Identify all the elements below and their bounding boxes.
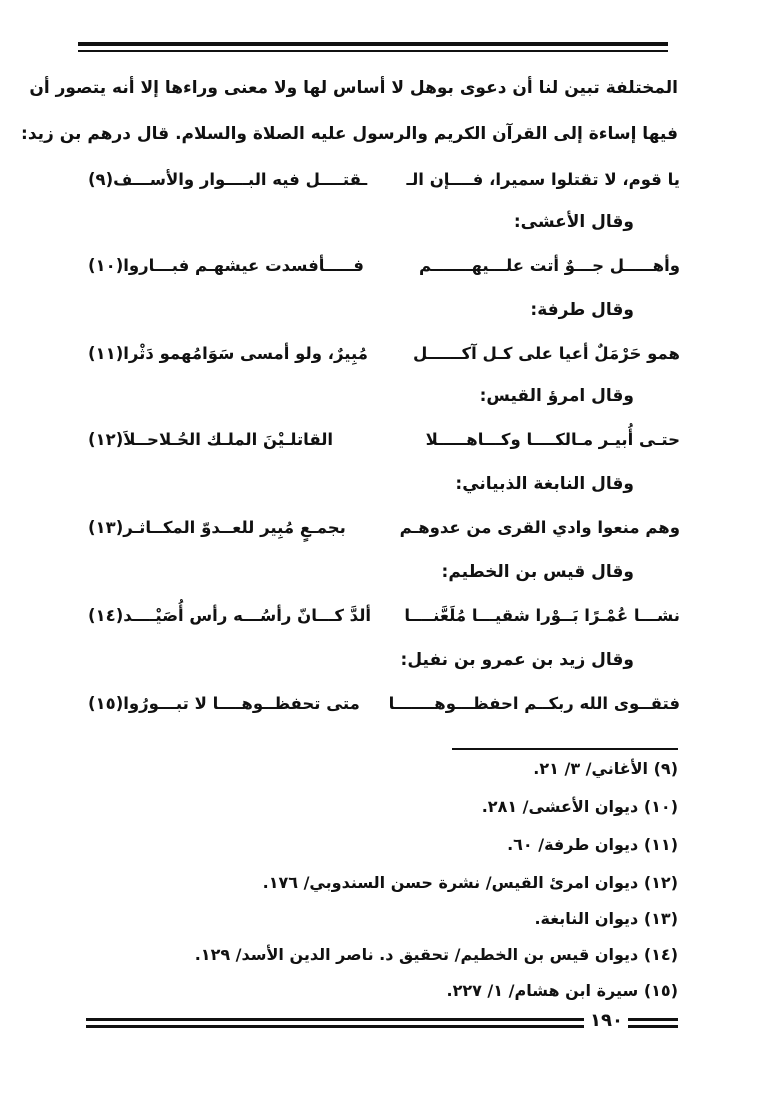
prose-line-2: فيها إساءة إلى القرآن الكريم والرسول عليه الصلاة والسلام. قال درهم بن زيد: xyxy=(21,124,678,144)
verse-hemistich-second: ألدَّ كـــانّ رأسُـــه رأس أُصَيْــــد(١٤) xyxy=(88,606,372,625)
verse-hemistich-first: نشـــا عُمْـرًا بَــوْرا شقيـــا مُلَعَّنــــا xyxy=(404,606,680,625)
verse-intro: وقال زيد بن عمرو بن نفيل: xyxy=(400,650,634,670)
verse-intro: وقال قيس بن الخطيم: xyxy=(441,562,634,582)
prose-line-1: المختلفة تبين لنا أن دعوى بوهل لا أساس لها ولا معنى وراءها إلا أنه يتصور أن xyxy=(29,78,678,98)
verse-hemistich-second: ـقتــــل فيه البــــوار والأســـف(٩) xyxy=(88,170,368,189)
footnote-10: (١٠) ديوان الأعشى/ ٢٨١. xyxy=(481,797,678,816)
verse-hemistich-first: فتقــوى الله ربكــم احفظـــوهـــــــا xyxy=(388,694,680,713)
verse-9 xyxy=(80,170,680,198)
verse-15 xyxy=(80,694,680,722)
footnote-14: (١٤) ديوان قيس بن الخطيم/ تحقيق د. ناصر الدين الأسد/ ١٢٩. xyxy=(194,945,678,964)
footnote-15: (١٥) سيرة ابن هشام/ ١/ ٢٢٧. xyxy=(446,981,678,1000)
verse-intro: وقال الأعشى: xyxy=(513,212,634,232)
verse-intro: وقال طرفة: xyxy=(530,300,634,320)
verse-hemistich-first: همو حَرْمَلٌ أعيا على كـل آكــــــل xyxy=(412,344,680,363)
verse-12 xyxy=(80,430,680,458)
verse-hemistich-first: يا قوم، لا تقتلوا سميرا، فــــإن الـ xyxy=(406,170,680,189)
verse-hemistich-second: القاتلـيْنَ الملـك الحُـلاحــلاَ(١٢) xyxy=(88,430,334,449)
footer-rule-right-2 xyxy=(628,1025,678,1028)
verse-hemistich-second: متى تحفظــوهــــا لا تبـــورُوا(١٥) xyxy=(88,694,360,713)
header-rule-thick xyxy=(78,42,668,46)
verse-intro: وقال امرؤ القيس: xyxy=(479,386,634,406)
footnote-separator xyxy=(452,748,678,750)
verse-hemistich-first: وهم منعوا وادي القرى من عدوهـم xyxy=(399,518,680,537)
verse-hemistich-second: فـــــأفسدت عيشهـم فبـــاروا(١٠) xyxy=(88,256,364,275)
verse-13 xyxy=(80,518,680,546)
footer-rule-left-2 xyxy=(86,1025,584,1028)
header-rule-thin xyxy=(78,50,668,52)
verse-hemistich-first: وأهـــــل جـــوٌ أتت علـــيهـــــــم xyxy=(419,256,680,275)
footnote-12: (١٢) ديوان امرئ القيس/ نشرة حسن السندوبي/ ١٧٦. xyxy=(262,873,678,892)
footnote-9: (٩) الأغاني/ ٣/ ٢١. xyxy=(533,759,678,778)
footer-rule-right-1 xyxy=(628,1018,678,1021)
footnote-11: (١١) ديوان طرفة/ ٦٠. xyxy=(507,835,678,854)
verse-intro: وقال النابغة الذبياني: xyxy=(455,474,634,494)
verse-hemistich-first: حتـى أُبيـر مـالكــــا وكـــاهـــــلا xyxy=(425,430,680,449)
verse-14 xyxy=(80,606,680,634)
footer-rule-left-1 xyxy=(86,1018,584,1021)
verse-11 xyxy=(80,344,680,372)
footnote-13: (١٣) ديوان النابغة. xyxy=(534,909,678,928)
verse-hemistich-second: مُبِيرٌ، ولو أمسى سَوَامُهمو دَثْرا(١١) xyxy=(88,344,368,363)
verse-10 xyxy=(80,256,680,284)
verse-hemistich-second: بجمـعٍ مُبِير للعــدوّ المكــاثـر(١٣) xyxy=(88,518,346,537)
page-number: ١٩٠ xyxy=(590,1010,623,1031)
